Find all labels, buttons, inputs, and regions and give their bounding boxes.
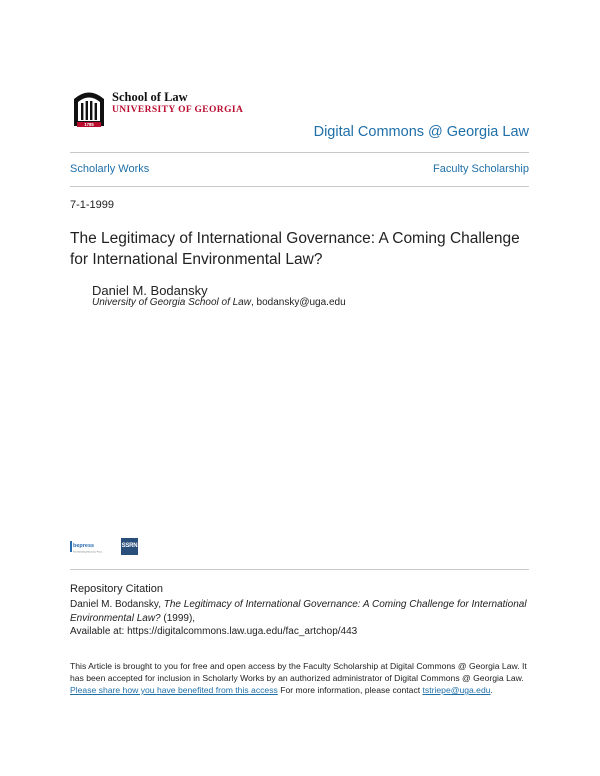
article-title: The Legitimacy of International Governance: A Coming Challenge for International Environmental Law? [70,230,520,268]
citation-text [70,598,532,639]
scholarly-works-link[interactable]: Scholarly Works [70,163,150,175]
bepress-logo [70,539,120,560]
affiliation-email: bodansky@uga.edu [256,297,346,308]
uga-arch-icon [73,88,105,128]
access-notice [70,660,536,696]
citation-title: The Legitimacy of International Governance: A Coming Challenge for International Environmental Law? [70,599,527,624]
citation-author: Daniel M. Bodansky, [70,599,164,610]
affiliation-separator: , [250,297,257,308]
faculty-scholarship-link[interactable]: Faculty Scholarship [433,163,529,175]
divider-bottom [70,186,529,187]
author-name: Daniel M. Bodansky [92,283,208,298]
bepress-sublabel: The Berkeley Electronic Press [73,551,103,554]
notice-text: This Article is brought to you for free and open access by the Faculty Scholarship at Digital Commons @ Georgia Law. It has been accepted for inclusion in Scholarly Works by an authorized administrator of Digital Commons @ Georgia Law. [70,661,527,683]
ssrn-logo: SSRN [121,538,138,555]
contact-email-link[interactable]: tstriepe@uga.edu [422,685,491,695]
divider-top [70,152,529,153]
repository-title-link[interactable]: Digital Commons @ Georgia Law [313,124,529,140]
bepress-label: bepress [73,543,95,549]
bepress-icon [70,539,120,555]
school-of-law-label: School of Law [112,90,188,104]
citation-available: Available at: https://digitalcommons.law.uga.edu/fac_artchop/443 [70,626,358,637]
notice-end: . [490,685,493,695]
affiliation-institution: University of Georgia School of Law [92,297,251,308]
divider-citation [70,569,529,570]
publication-date: 7-1-1999 [70,199,115,211]
university-label: UNIVERSITY OF GEORGIA [112,105,244,115]
citation-heading: Repository Citation [70,583,163,595]
uga-arch-logo [73,88,105,128]
author-affiliation [92,297,346,308]
share-benefit-link[interactable]: Please share how you have benefited from this access [70,685,278,695]
notice-contact-text: For more information, please contact [277,685,423,695]
citation-year: (1999), [160,612,196,624]
logo-year: 1785 [84,122,94,128]
